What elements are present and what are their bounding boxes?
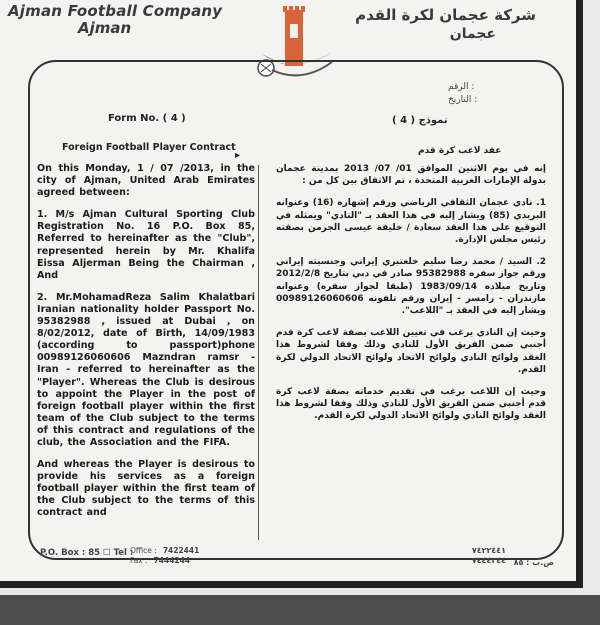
form-number-en: Form No. ( 4 ) bbox=[108, 113, 186, 124]
arabic-paragraph: إنه في يوم الاثنين الموافق 01/ 07/ 2013 بمدينة عجمان بدولة الإمارات العربية المتحدة ، تم الاتفاق بين كل من : bbox=[276, 164, 547, 187]
footer-phones bbox=[130, 546, 199, 566]
arabic-paragraph: 2. السيد / محمد رضا سليم خلعتبري إيراني وجنسيته إيراني ورقم جواز سفره 95382988 صادر في دبي بتاريخ 2012/2/8 وتاريخ ميلاده 1983/09/14 (طبقا لجواز سفره) وعنوانه مازندران - رامسر - إيران ورقم تلفونه 00989126060606 ويشار إليه في العقد بـ "اللاعب". bbox=[276, 257, 547, 317]
footer-pobox: P.O. Box : 85 ☐ Tel : bbox=[40, 548, 134, 558]
arabic-column bbox=[276, 163, 546, 433]
fax-number: 7444244 bbox=[153, 556, 191, 565]
footer-ar-line1: ٧٤٢٢٤٤١ bbox=[471, 546, 506, 555]
footer-ar-line2: ٧٤٤٤٢٤٤ bbox=[471, 556, 506, 565]
office-number: 7422441 bbox=[162, 546, 200, 555]
office-label: Office : bbox=[130, 546, 157, 555]
cursor-icon: ▸ bbox=[235, 150, 241, 161]
english-paragraph: 2. Mr.MohamadReza Salim Khalatbari Iranian nationality holder Passport No. 95382988 , issued at Dubai , on 8/02/2012, date of Birth, 14/09/1983 (according to passport)phone 00989126060606 Mazndran ramsr - Iran - referred to hereinafter as the "Player". Whereas the Club is desirous to appoint the Player in the post of foreign football player within the first team of the Club subject to the terms of this contract and regulations of the club, the Association and the FIFA. bbox=[37, 291, 255, 448]
fax-label: Fax : bbox=[130, 556, 148, 565]
company-name-en-line2: Ajman bbox=[78, 19, 132, 37]
contract-title-ar: عقد لاعب كرة قدم bbox=[418, 146, 502, 156]
english-column bbox=[37, 163, 255, 530]
company-name-ar-line1: شركة عجمان لكرة القدم bbox=[355, 6, 536, 24]
company-name-ar bbox=[355, 6, 536, 42]
bottom-strip bbox=[0, 595, 600, 625]
english-paragraph: 1. M/s Ajman Cultural Sporting Club Registration No. 16 P.O. Box 85, Referred to hereinafter as the "Club", represented herein by Mr. Khalifa Eissa Aljerman Being the Chairman , And bbox=[37, 209, 255, 281]
reference-number-label: الرقم : bbox=[448, 82, 475, 92]
arabic-paragraph: وحيث إن اللاعب يرغب في تقديم خدماته بصفة لاعب كرة قدم أجنبي ضمن الفريق الأول للنادي وذلك وفقا لشروط هذا العقد ولوائح النادي ولوائح الاتحاد الدولي لكرة القدم. bbox=[276, 387, 546, 422]
arabic-paragraph: وحيث إن النادي يرغب في تعيين اللاعب بصفة لاعب كرة قدم أجنبي ضمن الفريق الأول للنادي وذلك وفقا لشروط هذا العقد ولوائح النادي ولوائح الاتحاد ولوائح الاتحاد الدولي لكرة القدم. bbox=[276, 328, 546, 375]
company-name-en bbox=[8, 2, 222, 37]
column-divider bbox=[258, 165, 259, 540]
english-paragraph: And whereas the Player is desirous to provide his services as a foreign football player within the first team of the Club subject to the terms of this contract and bbox=[37, 459, 255, 519]
form-number-ar: نموذج ( 4 ) bbox=[392, 115, 448, 126]
company-name-en-line1: Ajman Football Company bbox=[8, 2, 223, 20]
arabic-paragraph: 1. نادي عجمان الثقافي الرياضي ورقم إشهاره (16) وعنوانه البريدي (85) ويشار إليه في هذا العقد بـ "النادي" ويمثله في التوقيع على هذا العقد سعادة / خليفة عيسى الجرمن بصفته رئيس مجلس الإدارة. bbox=[276, 198, 547, 246]
footer-ar-phones bbox=[472, 546, 506, 566]
english-paragraph: On this Monday, 1 / 07 /2013, in the city of Ajman, United Arab Emirates agreed between: bbox=[37, 163, 255, 199]
reference-fields bbox=[448, 82, 477, 108]
company-name-ar-line2: عجمان bbox=[449, 26, 496, 42]
reference-date-label: التاريخ : bbox=[448, 95, 478, 105]
contract-title-en: Foreign Football Player Contract bbox=[62, 142, 236, 153]
footer-ar-pobox: ص.ب : ٨٥ bbox=[513, 558, 554, 567]
